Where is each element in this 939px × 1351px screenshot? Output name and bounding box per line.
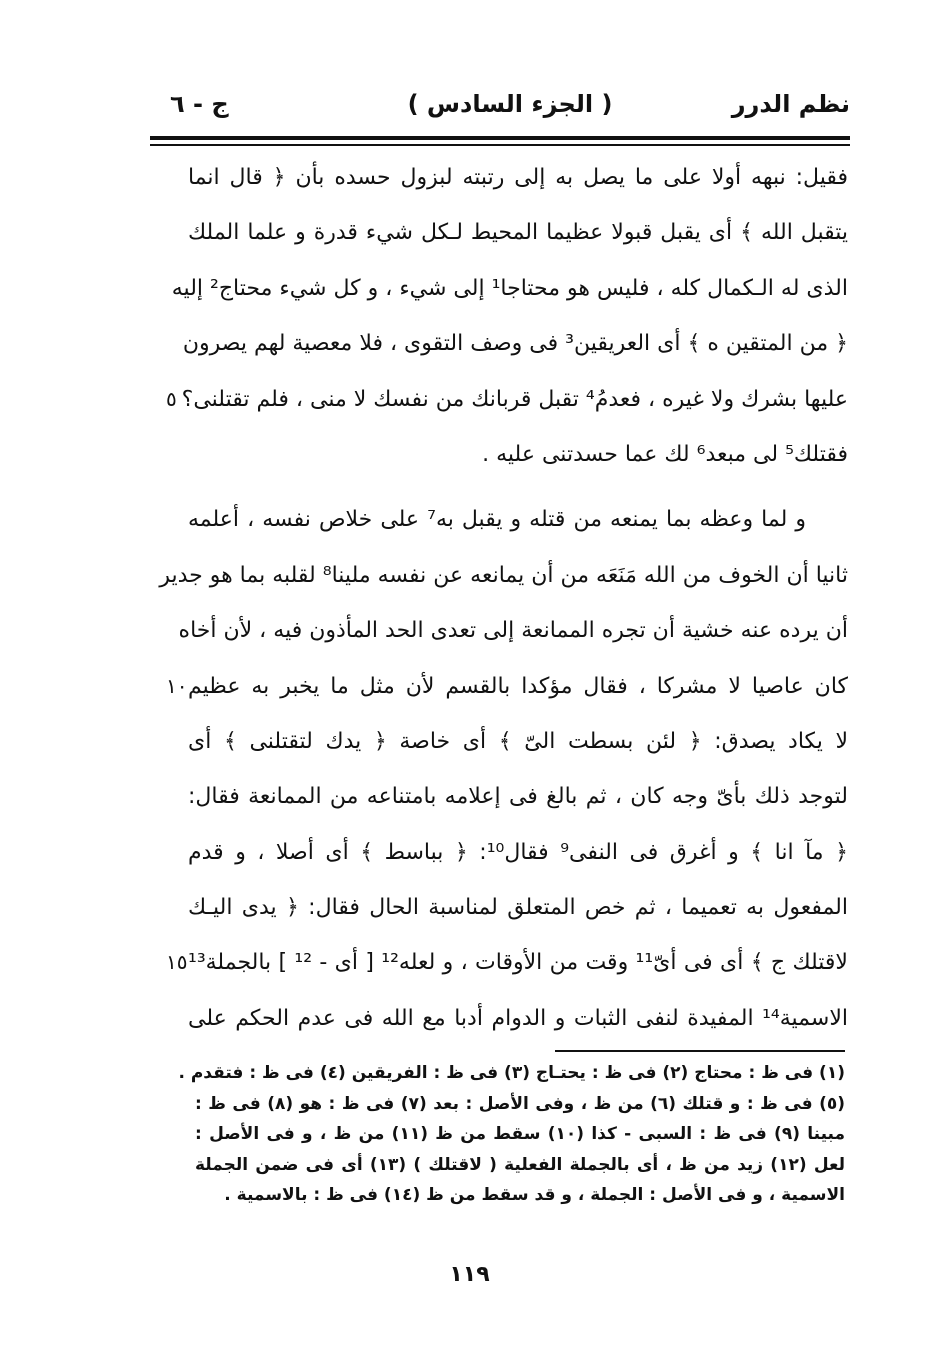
text-line: فقيل: نبهه أولا على ما يصل به إلى رتبته لبزول حسده بأن ﴿ قال انما <box>188 165 848 190</box>
book-title: نظم الدرر <box>731 90 850 118</box>
text-line: فقتلك⁵ لى مبعد⁶ لك عما حسدتنى عليه . <box>482 441 848 467</box>
footnote-line: مبينا (٩) فى ظ : السبى - كذا (١٠) سقط من ظ (١١) من ظ ، و فى الأصل : <box>195 1124 845 1144</box>
paragraph-gap <box>188 482 848 492</box>
header-rule-thin <box>150 144 850 146</box>
text-line-content: عليها بشرك ولا غيره ، فعدمُ⁴ تقبل قربانك من نفسك لا منى ، فلم تقتلنى؟ <box>181 386 848 412</box>
text-line: ﴿ من المتقين ه ﴾ أى العريقين³ فى وصف التقوى ، فلا معصية لهم يصرون <box>182 331 848 357</box>
footnote-line: (٥) فى ظ : و قتلك (٦) من ظ ، وفى الأصل : بعد (٧) فى ظ : هو (٨) فى ظ : <box>195 1093 846 1114</box>
line-number-5: ٥ <box>166 386 177 411</box>
text-line: ثانيا أن الخوف من الله مَنَعَه من أن يمانعه عن نفسه ملينا⁸ لقلبه بما هو جدير <box>159 562 848 588</box>
text-line-15 <box>166 935 848 990</box>
footnote-line: لعل (١٢) زيد من ظ ، أى بالجملة الفعلية ( لاقتلك ) (١٣) أى فى ضمن الجملة <box>195 1154 845 1175</box>
main-text <box>159 150 848 1046</box>
text-line-5 <box>166 372 848 427</box>
text-line: لا يكاد يصدق: ﴿ لئن بسطت الىّ ﴾ أى خاصة ﴿ يدك لتقتلنى ﴾ أى <box>188 728 848 754</box>
text-line-content: كان عاصيا لا مشركا ، فقال مؤكدا بالقسم لأن مثل ما يخبر به عظيم <box>188 673 848 699</box>
footnotes <box>178 1058 846 1211</box>
text-line: و لما وعظه بما يمنعه من قتله و يقبل به⁷ على خلاص نفسه ، أعلمه <box>188 507 806 533</box>
text-line: المفعول به تعميما ، ثم خص المتعلق لمناسبة الحال فقال: ﴿ يدى اليـك <box>188 895 848 921</box>
volume-label: ( الجزء السادس ) <box>407 90 613 118</box>
text-line: ﴿ مآ انا ﴾ و أغرق فى النفى⁹ فقال¹⁰: ﴿ بباسط ﴾ أى أصلا ، و قدم <box>188 839 848 865</box>
text-line: أن يرده عنه خشية أن تجره الممانعة إلى تعدى الحد المأذون فيه ، لأن أخاه <box>178 618 848 644</box>
footnote-separator <box>555 1050 845 1052</box>
text-line-content: لاقتلك ج ﴾ أى فى أىّ¹¹ وقت من الأوقات ، و لعله¹² [ أى - ¹² ] بالجملة¹³ <box>188 950 848 976</box>
running-header <box>170 86 850 130</box>
text-line: يتقبل الله ﴾ أى يقبل قبولا عظيما المحيط لـكل شيء قدرة و علما الملك <box>188 220 848 246</box>
footnote-line: الاسمية ، و فى الأصل : الجملة ، و قد سقط من ظ (١٤) فى ظ : بالاسمية . <box>224 1185 845 1205</box>
part-label: ج - ٦ <box>170 90 229 118</box>
line-number-15: ١٥ <box>166 950 188 975</box>
page-number: ١١٩ <box>449 1262 490 1287</box>
text-line-10 <box>166 659 848 714</box>
text-line: الاسمية¹⁴ المفيدة لنفى الثبات و الدوام أدبا مع الله فى عدم الحكم على <box>188 1005 848 1031</box>
line-number-10: ١٠ <box>166 673 188 698</box>
text-line: لتوجد ذلك بأىّ وجه كان ، ثم بالغ فى إعلامه بامتناعه من الممانعة فقال: <box>188 784 848 810</box>
header-rule-thick <box>150 136 850 140</box>
text-line: الذى له الـكمال كله ، فليس هو محتاجا¹ إلى شيء ، و كل شيء محتاج² إليه <box>171 275 848 301</box>
footnote-line: (١) فى ظ : محتاج (٢) فى ظ : يحتـاج (٣) فى ظ : الفريقين (٤) فى ظ : فتقدم . <box>178 1063 845 1083</box>
